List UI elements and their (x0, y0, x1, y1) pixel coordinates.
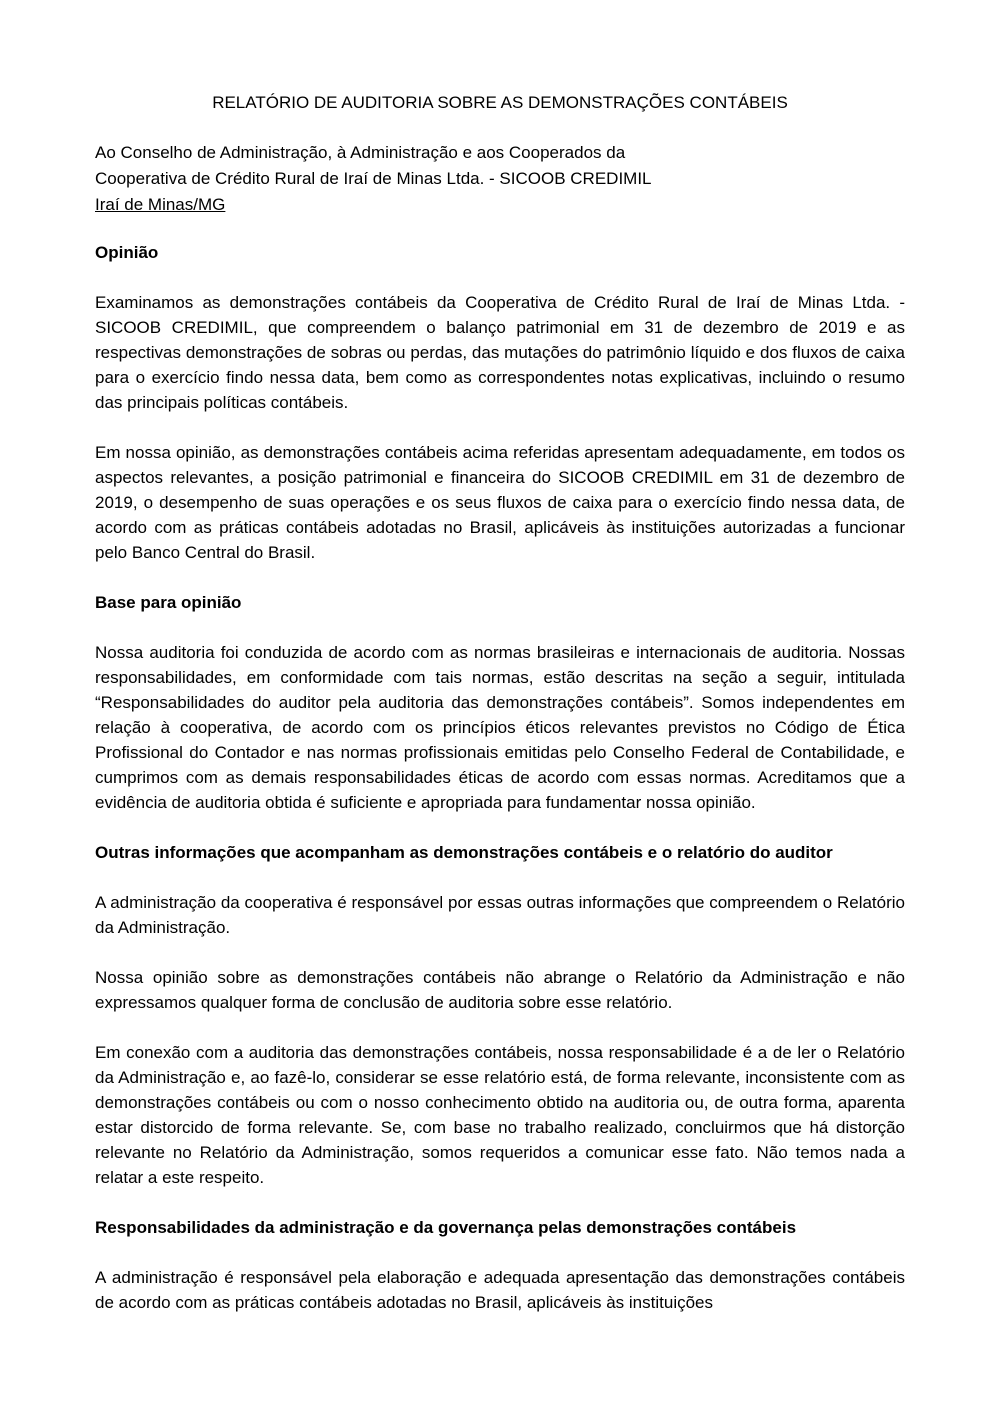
section-heading-outras-informacoes: Outras informações que acompanham as demonstrações contábeis e o relatório do auditor (95, 843, 833, 862)
document-title: RELATÓRIO DE AUDITORIA SOBRE AS DEMONSTRAÇÕES CONTÁBEIS (212, 93, 788, 112)
addressee-block (95, 140, 905, 218)
paragraph: Nossa auditoria foi conduzida de acordo com as normas brasileiras e internacionais de auditoria. Nossas responsabilidades, em conformidade com tais normas, estão descritas na seção a seguir, intitulada “Responsabilidades do auditor pela auditoria das demonstrações contábeis”. Somos independentes em relação à cooperativa, de acordo com os princípios éticos relevantes previstos no Código de Ética Profissional do Contador e nas normas profissionais emitidas pelo Conselho Federal de Contabilidade, e cumprimos com as demais responsabilidades éticas de acordo com essas normas. Acreditamos que a evidência de auditoria obtida é suficiente e apropriada para fundamentar nossa opinião. (95, 643, 905, 812)
section-heading-responsabilidades-administracao: Responsabilidades da administração e da governança pelas demonstrações contábeis (95, 1218, 797, 1237)
paragraph: Nossa opinião sobre as demonstrações contábeis não abrange o Relatório da Administração e não expressamos qualquer forma de conclusão de auditoria sobre esse relatório. (95, 968, 905, 1012)
paragraph: Em conexão com a auditoria das demonstrações contábeis, nossa responsabilidade é a de ler o Relatório da Administração e, ao fazê-lo, considerar se esse relatório está, de forma relevante, inconsistente com as demonstrações contábeis ou com o nosso conhecimento obtido na auditoria ou, de outra forma, aparenta estar distorcido de forma relevante. Se, com base no trabalho realizado, concluirmos que há distorção relevante no Relatório da Administração, somos requeridos a comunicar esse fato. Não temos nada a relatar a este respeito. (95, 1043, 905, 1187)
addressee-line-1: Ao Conselho de Administração, à Administração e aos Cooperados da (95, 143, 626, 162)
section-heading-opiniao: Opinião (95, 243, 159, 262)
addressee-line-city: Iraí de Minas/MG (95, 195, 226, 214)
paragraph: A administração é responsável pela elaboração e adequada apresentação das demonstrações contábeis de acordo com as práticas contábeis adotadas no Brasil, aplicáveis às instituições (95, 1268, 905, 1312)
section-heading-base-para-opiniao: Base para opinião (95, 593, 242, 612)
paragraph: Examinamos as demonstrações contábeis da Cooperativa de Crédito Rural de Iraí de Minas Ltda. - SICOOB CREDIMIL, que compreendem o balanço patrimonial em 31 de dezembro de 2019 e as respectivas demonstrações de sobras ou perdas, das mutações do patrimônio líquido e dos fluxos de caixa para o exercício findo nessa data, bem como as correspondentes notas explicativas, incluindo o resumo das principais políticas contábeis. (95, 293, 905, 412)
paragraph: Em nossa opinião, as demonstrações contábeis acima referidas apresentam adequadamente, em todos os aspectos relevantes, a posição patrimonial e financeira do SICOOB CREDIMIL em 31 de dezembro de 2019, o desempenho de suas operações e os seus fluxos de caixa para o exercício findo nessa data, de acordo com as práticas contábeis adotadas no Brasil, aplicáveis às instituições autorizadas a funcionar pelo Banco Central do Brasil. (95, 443, 905, 562)
paragraph: A administração da cooperativa é responsável por essas outras informações que compreendem o Relatório da Administração. (95, 893, 905, 937)
addressee-line-2: Cooperativa de Crédito Rural de Iraí de Minas Ltda. - SICOOB CREDIMIL (95, 169, 652, 188)
